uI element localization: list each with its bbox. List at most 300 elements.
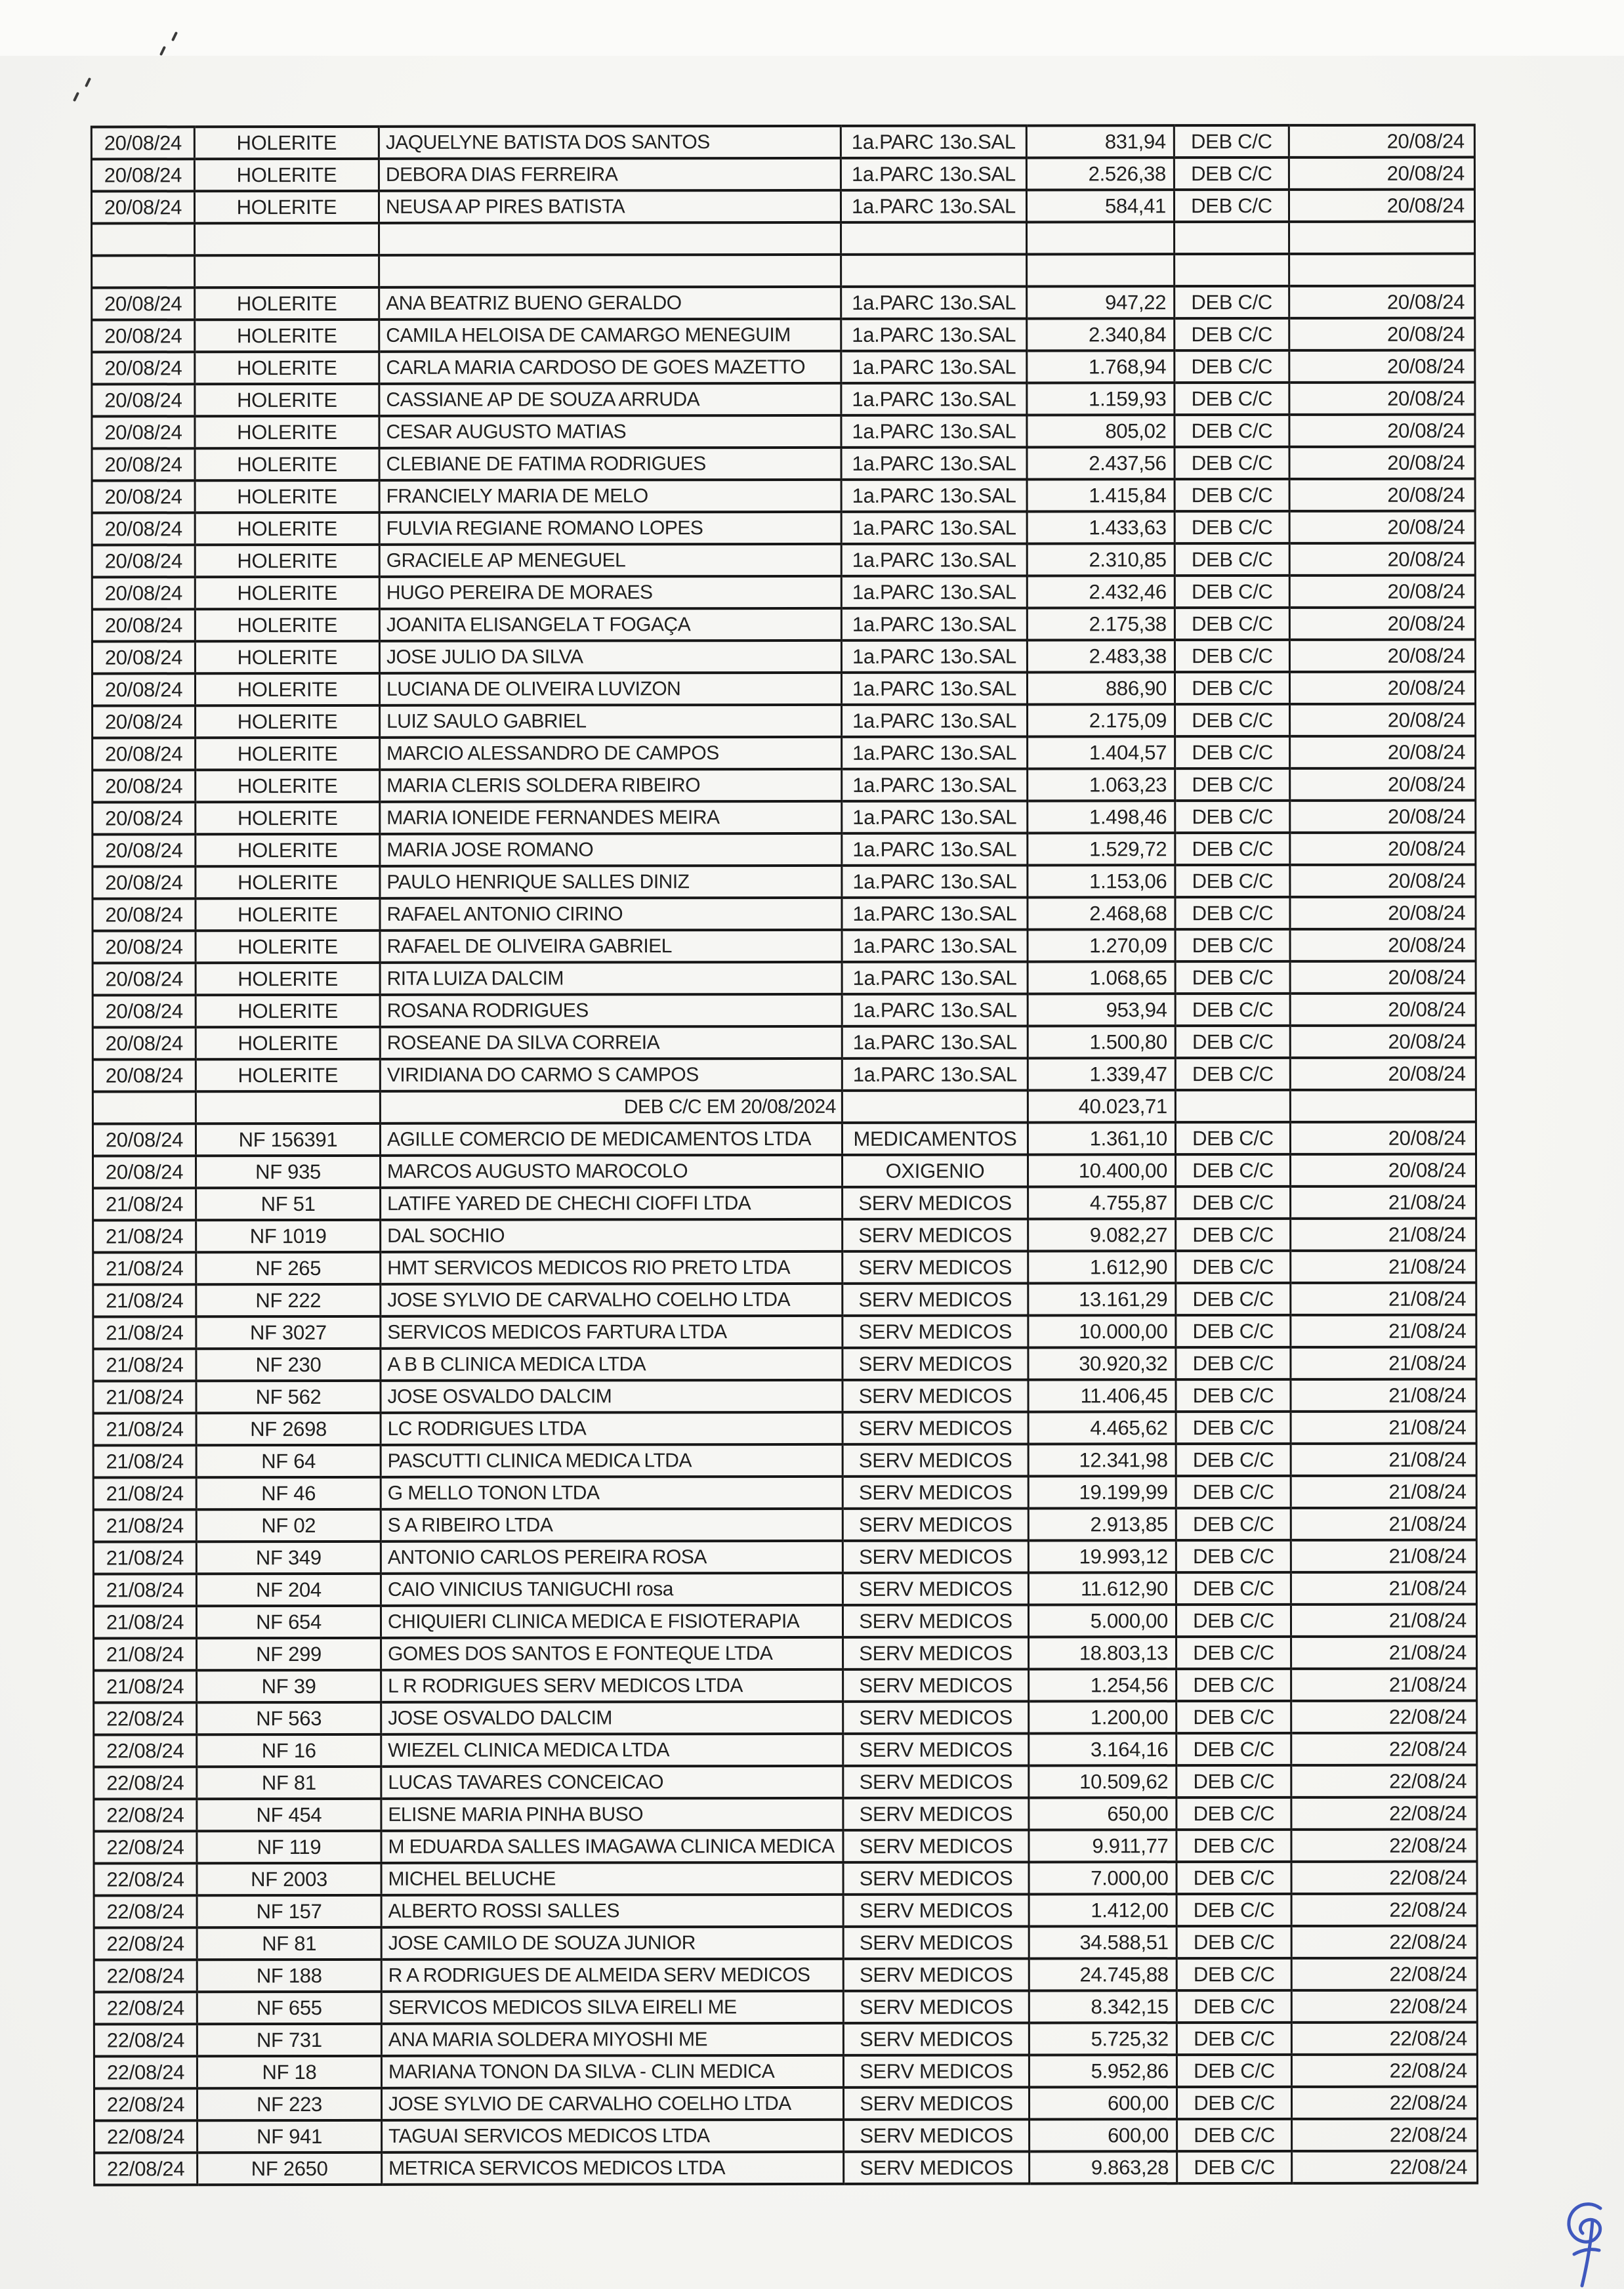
doc-number-cell: NF 223	[197, 2088, 381, 2120]
payee-name-cell: S A RIBEIRO LTDA	[381, 1509, 843, 1542]
category-cell: 1a.PARC 13o.SAL	[841, 672, 1027, 704]
payee-name-cell: MARCIO ALESSANDRO DE CAMPOS	[380, 737, 842, 770]
payee-name-cell	[379, 222, 841, 255]
date-cell: 20/08/24	[93, 898, 196, 931]
payee-name-cell: METRICA SERVICOS MEDICOS LTDA	[382, 2152, 844, 2185]
doc-number-cell: HOLERITE	[196, 931, 380, 963]
date-cell: 21/08/24	[93, 1220, 196, 1252]
payee-name-cell: MARIA JOSE ROMANO	[380, 833, 842, 866]
payee-name-cell: RAFAEL DE OLIVEIRA GABRIEL	[380, 930, 842, 963]
amount-cell: 34.588,51	[1029, 1926, 1176, 1958]
date-cell: 20/08/24	[93, 1156, 196, 1188]
payment-date-cell: 20/08/24	[1289, 608, 1475, 640]
payment-method-cell: DEB C/C	[1175, 415, 1289, 447]
category-cell	[841, 222, 1027, 254]
payment-method-cell: DEB C/C	[1176, 1347, 1291, 1379]
ledger-row	[93, 1412, 1476, 1446]
payee-name-cell: GOMES DOS SANTOS E FONTEQUE LTDA	[381, 1637, 843, 1670]
ledger-row	[93, 1058, 1476, 1092]
payment-date-cell: 20/08/24	[1289, 640, 1475, 672]
payee-name-cell: RITA LUIZA DALCIM	[380, 962, 842, 995]
date-cell: 20/08/24	[93, 705, 196, 738]
date-cell: 22/08/24	[94, 1831, 197, 1863]
amount-cell: 4.755,87	[1028, 1186, 1176, 1219]
payment-method-cell: DEB C/C	[1175, 543, 1289, 576]
amount-cell: 10.000,00	[1028, 1315, 1176, 1347]
ledger-row	[93, 1315, 1476, 1349]
doc-number-cell: HOLERITE	[195, 545, 379, 577]
payment-date-cell: 20/08/24	[1289, 125, 1474, 158]
payment-date-cell	[1289, 254, 1475, 286]
payee-name-cell: MARIA CLERIS SOLDERA RIBEIRO	[380, 769, 842, 802]
payment-date-cell: 21/08/24	[1291, 1605, 1476, 1637]
payment-method-cell: DEB C/C	[1175, 929, 1290, 961]
blank-row	[92, 222, 1475, 256]
payment-ledger-table	[91, 124, 1478, 2187]
date-cell: 20/08/24	[92, 513, 195, 545]
signature-strokes	[1569, 2204, 1600, 2286]
total-row	[93, 1090, 1476, 1124]
category-cell: SERV MEDICOS	[843, 1186, 1028, 1219]
signature-pen-mark	[1545, 2202, 1621, 2289]
doc-number-cell: HOLERITE	[196, 866, 380, 898]
category-cell: 1a.PARC 13o.SAL	[842, 865, 1028, 897]
amount-cell: 18.803,13	[1029, 1637, 1176, 1669]
ledger-row	[93, 929, 1476, 963]
doc-number-cell: NF 941	[198, 2120, 382, 2152]
doc-number-cell: NF 18	[197, 2056, 381, 2088]
payment-method-cell: DEB C/C	[1175, 479, 1289, 511]
payment-method-cell: DEB C/C	[1176, 1508, 1291, 1540]
payment-method-cell: DEB C/C	[1175, 897, 1290, 929]
date-cell: 20/08/24	[92, 577, 195, 609]
payment-method-cell: DEB C/C	[1175, 1154, 1290, 1186]
payment-method-cell: DEB C/C	[1176, 1830, 1291, 1862]
amount-cell: 1.612,90	[1028, 1251, 1176, 1283]
category-cell	[841, 254, 1027, 286]
category-cell: SERV MEDICOS	[843, 1379, 1028, 1412]
ledger-row	[93, 1154, 1476, 1188]
payment-date-cell: 22/08/24	[1291, 1765, 1477, 1797]
date-cell: 20/08/24	[92, 609, 195, 641]
date-cell: 22/08/24	[94, 1895, 197, 1927]
doc-number-cell: NF 562	[196, 1381, 381, 1413]
ledger-row	[94, 1894, 1477, 1928]
date-cell: 22/08/24	[94, 2120, 198, 2152]
doc-number-cell: NF 157	[197, 1895, 381, 1927]
amount-cell: 1.433,63	[1027, 511, 1175, 543]
payment-date-cell: 21/08/24	[1291, 1476, 1476, 1508]
payment-date-cell: 22/08/24	[1291, 1797, 1477, 1830]
doc-number-cell: NF 02	[196, 1509, 381, 1542]
payment-date-cell: 20/08/24	[1290, 736, 1476, 768]
payment-method-cell: DEB C/C	[1175, 1122, 1290, 1154]
payment-date-cell: 21/08/24	[1291, 1572, 1476, 1605]
ledger-row	[93, 1026, 1476, 1060]
date-cell: 20/08/24	[93, 1124, 196, 1156]
doc-number-cell: HOLERITE	[196, 898, 380, 931]
payment-date-cell: 22/08/24	[1291, 2087, 1477, 2119]
category-cell: 1a.PARC 13o.SAL	[842, 961, 1028, 994]
payment-date-cell: 20/08/24	[1289, 447, 1475, 479]
amount-cell: 650,00	[1029, 1797, 1176, 1830]
ledger-row	[93, 865, 1476, 899]
doc-number-cell: NF 39	[197, 1670, 381, 1702]
ledger-row	[94, 1765, 1477, 1799]
payee-name-cell: ALBERTO ROSSI SALLES	[381, 1895, 843, 1927]
date-cell: 20/08/24	[91, 127, 194, 159]
ledger-row	[92, 383, 1475, 417]
doc-number-cell: NF 1019	[196, 1220, 381, 1252]
payment-date-cell: 20/08/24	[1289, 190, 1474, 222]
ledger-row	[91, 125, 1474, 159]
payment-date-cell: 22/08/24	[1291, 1830, 1477, 1862]
doc-number-cell: NF 654	[196, 1606, 381, 1638]
category-cell: SERV MEDICOS	[843, 1476, 1028, 1508]
date-cell: 21/08/24	[93, 1252, 196, 1284]
date-cell: 21/08/24	[93, 1349, 196, 1381]
payee-name-cell: LUIZ SAULO GABRIEL	[380, 705, 842, 738]
payment-method-cell: DEB C/C	[1177, 2151, 1292, 2183]
ledger-row	[94, 2119, 1478, 2153]
date-cell: 21/08/24	[93, 1316, 196, 1349]
amount-cell: 5.725,32	[1029, 2023, 1176, 2055]
doc-number-cell: HOLERITE	[195, 320, 379, 352]
doc-number-cell: HOLERITE	[195, 287, 379, 320]
category-cell: 1a.PARC 13o.SAL	[841, 576, 1027, 608]
payee-name-cell: WIEZEL CLINICA MEDICA LTDA	[381, 1734, 843, 1767]
payment-method-cell: DEB C/C	[1175, 961, 1290, 994]
category-cell: 1a.PARC 13o.SAL	[841, 608, 1027, 640]
payment-date-cell: 20/08/24	[1289, 479, 1475, 511]
payment-date-cell	[1289, 222, 1475, 254]
date-cell: 20/08/24	[93, 1027, 196, 1059]
ledger-row	[92, 415, 1475, 449]
date-cell: 20/08/24	[92, 384, 195, 416]
category-cell: 1a.PARC 13o.SAL	[842, 994, 1028, 1026]
category-cell: 1a.PARC 13o.SAL	[842, 1026, 1028, 1058]
date-cell: 20/08/24	[93, 770, 196, 802]
speck-tick	[73, 92, 79, 102]
doc-number-cell: HOLERITE	[196, 963, 380, 995]
ledger-row	[93, 1572, 1476, 1606]
payment-method-cell	[1175, 1090, 1290, 1122]
amount-cell: 1.361,10	[1028, 1122, 1175, 1154]
payment-date-cell: 20/08/24	[1289, 511, 1475, 543]
payment-method-cell: DEB C/C	[1176, 1283, 1291, 1315]
date-cell: 21/08/24	[93, 1477, 196, 1509]
payment-date-cell: 20/08/24	[1290, 1154, 1476, 1186]
payment-method-cell: DEB C/C	[1176, 1540, 1291, 1572]
date-cell: 22/08/24	[94, 2056, 197, 2088]
ledger-row	[92, 576, 1475, 610]
amount-cell: 1.404,57	[1028, 736, 1175, 768]
payment-method-cell: DEB C/C	[1175, 801, 1290, 833]
doc-number-cell: HOLERITE	[196, 834, 380, 866]
doc-number-cell: NF 2698	[196, 1413, 381, 1445]
category-cell: SERV MEDICOS	[843, 1990, 1029, 2023]
date-cell: 22/08/24	[94, 1927, 197, 1960]
payment-method-cell: DEB C/C	[1175, 511, 1289, 543]
doc-number-cell: HOLERITE	[195, 513, 379, 545]
scan-speck-marks	[160, 32, 184, 58]
payee-name-cell: MICHEL BELUCHE	[381, 1862, 843, 1895]
category-cell: OXIGENIO	[842, 1154, 1028, 1186]
category-cell: 1a.PARC 13o.SAL	[841, 511, 1027, 543]
payment-method-cell: DEB C/C	[1175, 768, 1290, 801]
payment-method-cell: DEB C/C	[1176, 1444, 1291, 1476]
payment-method-cell: DEB C/C	[1175, 447, 1289, 479]
doc-number-cell: NF 156391	[196, 1124, 380, 1156]
payee-name-cell: CAMILA HELOISA DE CAMARGO MENEGUIM	[379, 319, 841, 352]
doc-number-cell: HOLERITE	[195, 448, 379, 480]
category-cell: 1a.PARC 13o.SAL	[841, 415, 1027, 447]
payee-name-cell: CAIO VINICIUS TANIGUCHI rosa	[381, 1573, 843, 1606]
ledger-row	[94, 1958, 1477, 1992]
payment-date-cell: 22/08/24	[1291, 1701, 1477, 1733]
payee-name-cell: DEBORA DIAS FERREIRA	[379, 158, 841, 191]
payment-method-cell: DEB C/C	[1176, 1637, 1291, 1669]
category-cell: 1a.PARC 13o.SAL	[841, 447, 1027, 479]
payment-date-cell: 20/08/24	[1290, 801, 1476, 833]
category-cell: SERV MEDICOS	[843, 1315, 1028, 1347]
payment-method-cell: DEB C/C	[1176, 1476, 1291, 1508]
amount-cell: 1.415,84	[1027, 479, 1175, 511]
category-cell: 1a.PARC 13o.SAL	[842, 1058, 1028, 1090]
payment-date-cell: 20/08/24	[1289, 543, 1475, 576]
payee-name-cell: JOSE SYLVIO DE CARVALHO COELHO LTDA	[381, 1284, 843, 1316]
ledger-row	[93, 1508, 1476, 1542]
date-cell: 21/08/24	[93, 1188, 196, 1220]
payment-method-cell: DEB C/C	[1175, 672, 1289, 704]
category-cell: SERV MEDICOS	[843, 1765, 1029, 1797]
payment-method-cell: DEB C/C	[1177, 2119, 1292, 2151]
amount-cell: 2.310,85	[1027, 543, 1175, 576]
category-cell: SERV MEDICOS	[843, 1540, 1028, 1572]
payment-date-cell: 21/08/24	[1291, 1251, 1476, 1283]
payment-date-cell: 22/08/24	[1291, 1733, 1477, 1765]
category-cell: SERV MEDICOS	[844, 2151, 1030, 2183]
doc-number-cell: NF 119	[197, 1831, 381, 1863]
payee-name-cell: CHIQUIERI CLINICA MEDICA E FISIOTERAPIA	[381, 1605, 843, 1638]
payment-date-cell: 20/08/24	[1290, 929, 1476, 961]
category-cell: 1a.PARC 13o.SAL	[841, 350, 1027, 383]
ledger-row	[94, 1926, 1477, 1960]
payment-date-cell: 20/08/24	[1290, 704, 1476, 736]
category-cell: SERV MEDICOS	[843, 1830, 1029, 1862]
payment-method-cell: DEB C/C	[1175, 994, 1290, 1026]
payee-name-cell: RAFAEL ANTONIO CIRINO	[380, 898, 842, 931]
doc-number-cell: HOLERITE	[195, 352, 379, 384]
payment-date-cell: 21/08/24	[1291, 1315, 1476, 1347]
ledger-row	[94, 1637, 1477, 1671]
payment-date-cell: 22/08/24	[1291, 1894, 1477, 1926]
payment-date-cell: 22/08/24	[1291, 1990, 1477, 2023]
category-cell: 1a.PARC 13o.SAL	[841, 286, 1027, 318]
amount-cell: 9.911,77	[1029, 1830, 1176, 1862]
doc-number-cell: NF 731	[197, 2024, 381, 2056]
date-cell: 21/08/24	[93, 1413, 196, 1445]
ledger-row	[94, 1669, 1477, 1703]
date-cell	[92, 255, 195, 287]
ledger-row	[93, 1251, 1476, 1285]
date-cell: 21/08/24	[93, 1574, 196, 1606]
amount-cell: 2.437,56	[1027, 447, 1175, 479]
category-cell: SERV MEDICOS	[843, 1894, 1029, 1926]
amount-cell: 2.175,38	[1027, 608, 1175, 640]
date-cell: 22/08/24	[94, 1992, 197, 2024]
amount-cell	[1027, 222, 1175, 254]
payment-method-cell: DEB C/C	[1176, 1315, 1291, 1347]
doc-number-cell: HOLERITE	[195, 673, 379, 705]
payment-method-cell: DEB C/C	[1174, 125, 1289, 158]
date-cell: 21/08/24	[93, 1509, 196, 1542]
payment-method-cell: DEB C/C	[1176, 1379, 1291, 1412]
amount-cell: 1.254,56	[1029, 1669, 1176, 1701]
payment-date-cell: 20/08/24	[1290, 833, 1476, 865]
category-cell: SERV MEDICOS	[843, 1958, 1029, 1990]
payment-date-cell: 21/08/24	[1291, 1186, 1476, 1219]
amount-cell: 805,02	[1027, 415, 1175, 447]
payee-name-cell: LATIFE YARED DE CHECHI CIOFFI LTDA	[381, 1187, 843, 1220]
category-cell: 1a.PARC 13o.SAL	[841, 543, 1027, 576]
category-cell: 1a.PARC 13o.SAL	[841, 158, 1026, 190]
amount-cell: 24.745,88	[1029, 1958, 1176, 1990]
payment-method-cell: DEB C/C	[1175, 318, 1289, 350]
doc-number-cell: HOLERITE	[196, 770, 380, 802]
speck-tick	[85, 77, 91, 87]
payment-date-cell: 21/08/24	[1291, 1508, 1476, 1540]
ledger-row	[93, 1347, 1476, 1381]
payment-method-cell: DEB C/C	[1175, 640, 1289, 672]
payee-name-cell: A B B CLINICA MEDICA LTDA	[381, 1348, 843, 1381]
doc-number-cell: HOLERITE	[194, 191, 379, 223]
payment-method-cell: DEB C/C	[1176, 1894, 1291, 1926]
payee-name-cell: PASCUTTI CLINICA MEDICA LTDA	[381, 1444, 843, 1477]
payment-method-cell: DEB C/C	[1175, 833, 1290, 865]
payment-date-cell: 22/08/24	[1291, 2023, 1477, 2055]
ledger-row	[94, 1797, 1477, 1832]
payment-date-cell: 20/08/24	[1289, 286, 1475, 318]
payee-name-cell: JOSE JULIO DA SILVA	[379, 640, 841, 673]
date-cell	[93, 1091, 196, 1124]
payee-name-cell: R A RODRIGUES DE ALMEIDA SERV MEDICOS	[381, 1959, 843, 1992]
amount-cell: 8.342,15	[1029, 1990, 1176, 2023]
payment-date-cell: 20/08/24	[1289, 158, 1474, 190]
amount-cell: 1.063,23	[1028, 768, 1175, 801]
doc-number-cell: HOLERITE	[196, 995, 380, 1027]
ledger-row	[93, 1219, 1476, 1253]
payee-name-cell: FRANCIELY MARIA DE MELO	[379, 480, 841, 513]
payment-method-cell: DEB C/C	[1175, 1026, 1290, 1058]
payment-method-cell: DEB C/C	[1175, 704, 1290, 736]
ledger-row	[93, 1444, 1476, 1478]
payment-method-cell: DEB C/C	[1175, 350, 1289, 383]
date-cell: 21/08/24	[94, 1638, 197, 1670]
payment-method-cell: DEB C/C	[1176, 1797, 1291, 1830]
category-cell: 1a.PARC 13o.SAL	[842, 929, 1028, 961]
category-cell: 1a.PARC 13o.SAL	[842, 897, 1028, 929]
doc-number-cell: NF 51	[196, 1188, 381, 1220]
doc-number-cell: HOLERITE	[196, 1059, 380, 1091]
payee-name-cell: HMT SERVICOS MEDICOS RIO PRETO LTDA	[381, 1251, 843, 1284]
payment-method-cell	[1175, 254, 1289, 286]
payment-date-cell: 22/08/24	[1292, 2151, 1478, 2183]
payee-name-cell: CARLA MARIA CARDOSO DE GOES MAZETTO	[379, 351, 841, 384]
doc-number-cell: HOLERITE	[195, 609, 379, 641]
payment-method-cell: DEB C/C	[1175, 1058, 1290, 1090]
payment-date-cell	[1290, 1090, 1476, 1122]
doc-number-cell: NF 349	[196, 1542, 381, 1574]
payee-name-cell: ANA BEATRIZ BUENO GERALDO	[379, 287, 841, 320]
payment-date-cell: 20/08/24	[1289, 350, 1475, 383]
doc-number-cell: HOLERITE	[195, 641, 379, 673]
amount-cell: 1.412,00	[1029, 1894, 1176, 1926]
payment-date-cell: 20/08/24	[1290, 1122, 1476, 1154]
payee-name-cell: JOSE SYLVIO DE CARVALHO COELHO LTDA	[381, 2088, 843, 2120]
date-cell: 21/08/24	[94, 1670, 197, 1702]
ledger-row	[94, 1862, 1477, 1896]
amount-cell: 600,00	[1030, 2119, 1177, 2151]
date-cell: 20/08/24	[93, 963, 196, 995]
amount-cell: 1.500,80	[1028, 1026, 1175, 1058]
payment-method-cell: DEB C/C	[1175, 576, 1289, 608]
doc-number-cell: NF 188	[197, 1960, 381, 1992]
date-cell: 21/08/24	[93, 1445, 196, 1477]
payment-date-cell: 21/08/24	[1291, 1283, 1476, 1315]
category-cell: SERV MEDICOS	[843, 2055, 1029, 2087]
amount-cell: 19.993,12	[1028, 1540, 1176, 1572]
doc-number-cell: NF 230	[196, 1349, 381, 1381]
doc-number-cell: HOLERITE	[196, 1027, 380, 1059]
ledger-row	[94, 1990, 1477, 2025]
payment-method-cell: DEB C/C	[1176, 2055, 1291, 2087]
payment-date-cell: 20/08/24	[1290, 865, 1476, 897]
date-cell: 20/08/24	[92, 287, 195, 320]
ledger-row	[93, 1283, 1476, 1317]
amount-cell: 2.175,09	[1028, 704, 1175, 736]
category-cell: SERV MEDICOS	[843, 2023, 1029, 2055]
payment-date-cell: 22/08/24	[1291, 1926, 1477, 1958]
ledger-row	[92, 447, 1475, 481]
ledger-row	[92, 350, 1475, 385]
payment-method-cell: DEB C/C	[1176, 1765, 1291, 1797]
doc-number-cell: NF 454	[197, 1799, 381, 1831]
ledger-row	[94, 1701, 1477, 1735]
payee-name-cell: JOSE OSVALDO DALCIM	[381, 1380, 843, 1413]
date-cell: 20/08/24	[91, 159, 194, 191]
payee-name-cell: ANTONIO CARLOS PEREIRA ROSA	[381, 1541, 843, 1574]
category-cell: 1a.PARC 13o.SAL	[841, 125, 1026, 158]
payment-method-cell: DEB C/C	[1176, 1926, 1291, 1958]
ledger-row	[92, 672, 1475, 706]
payment-method-cell: DEB C/C	[1175, 286, 1289, 318]
ledger-row	[92, 318, 1475, 352]
category-cell: SERV MEDICOS	[843, 2087, 1029, 2119]
payee-name-cell: GRACIELE AP MENEGUEL	[379, 544, 841, 577]
payment-method-cell: DEB C/C	[1176, 1186, 1291, 1219]
payee-name-cell: SERVICOS MEDICOS SILVA EIRELI ME	[381, 1991, 843, 2024]
payment-method-cell	[1175, 222, 1289, 254]
ledger-row	[94, 2055, 1477, 2089]
doc-number-cell: NF 2003	[197, 1863, 381, 1895]
payee-name-cell: NEUSA AP PIRES BATISTA	[379, 190, 841, 223]
category-cell: 1a.PARC 13o.SAL	[841, 383, 1027, 415]
doc-number-cell: NF 2650	[198, 2152, 382, 2185]
payee-name-cell: MARIANA TONON DA SILVA - CLIN MEDICA	[381, 2055, 843, 2088]
payment-method-cell: DEB C/C	[1176, 1990, 1291, 2023]
amount-cell: 2.526,38	[1026, 158, 1174, 190]
